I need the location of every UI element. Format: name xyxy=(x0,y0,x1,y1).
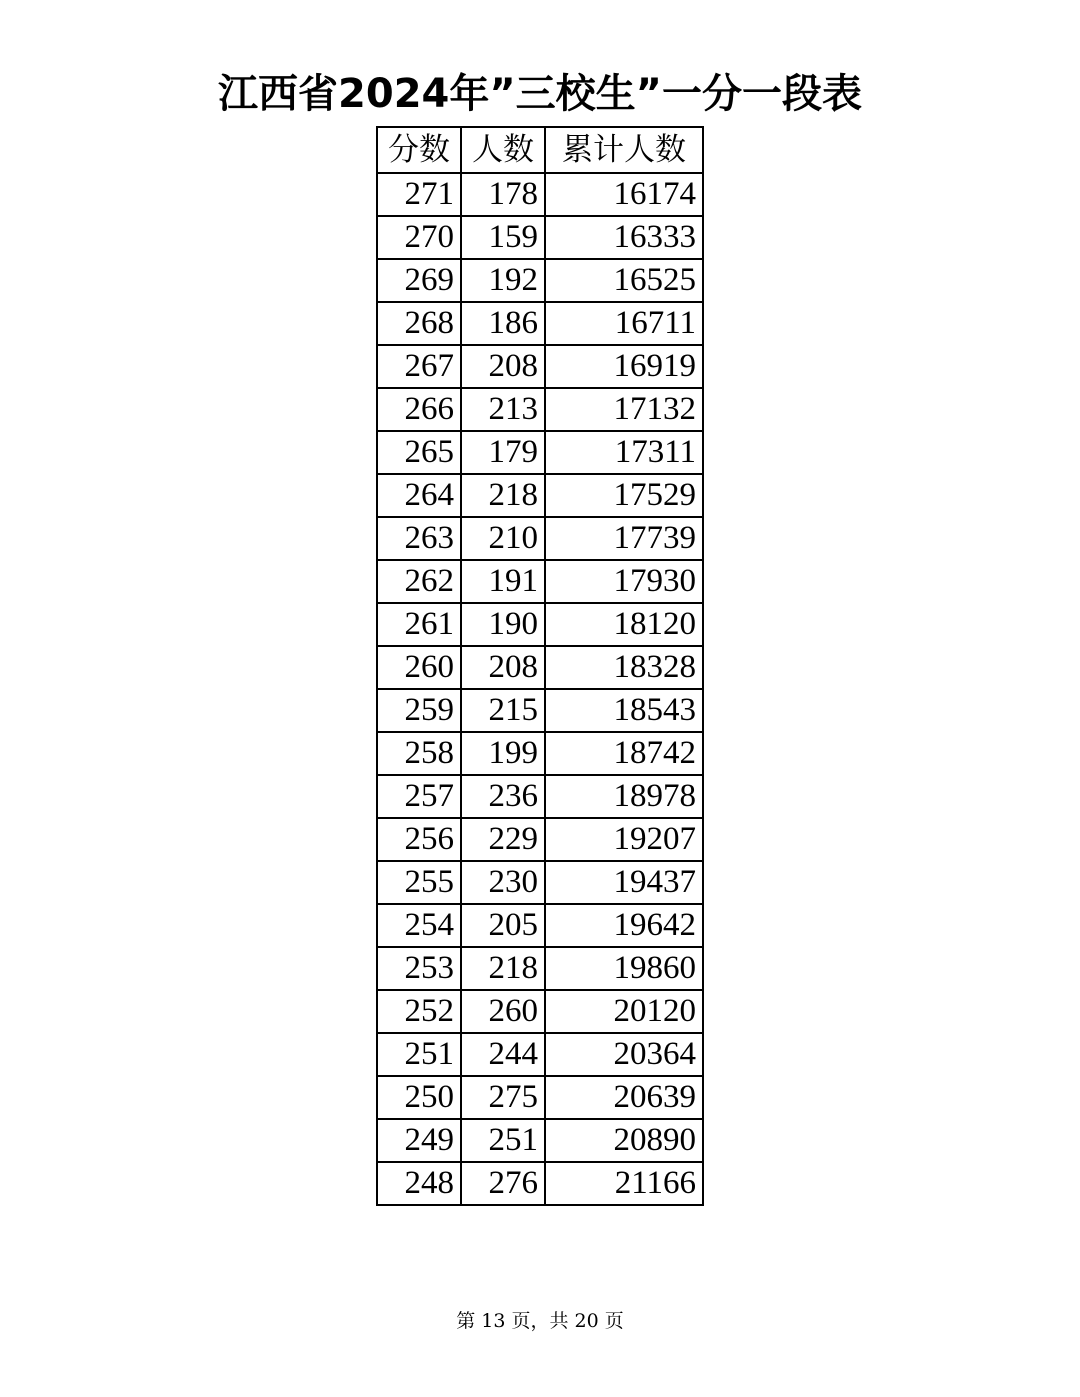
count-cell: 244 xyxy=(461,1033,545,1076)
table-row xyxy=(377,1033,703,1076)
cumulative-count-cell: 17132 xyxy=(545,388,703,431)
table-row xyxy=(377,818,703,861)
score-cell: 268 xyxy=(377,302,461,345)
table-row xyxy=(377,990,703,1033)
table-row xyxy=(377,1119,703,1162)
score-cell: 267 xyxy=(377,345,461,388)
cumulative-count-cell: 19207 xyxy=(545,818,703,861)
cumulative-count-cell: 16711 xyxy=(545,302,703,345)
count-cell: 208 xyxy=(461,646,545,689)
score-cell: 266 xyxy=(377,388,461,431)
count-cell: 199 xyxy=(461,732,545,775)
count-cell: 179 xyxy=(461,431,545,474)
header-count: 人数 xyxy=(461,127,545,173)
score-cell: 269 xyxy=(377,259,461,302)
cumulative-count-cell: 18120 xyxy=(545,603,703,646)
cumulative-count-cell: 16525 xyxy=(545,259,703,302)
count-cell: 251 xyxy=(461,1119,545,1162)
score-cell: 256 xyxy=(377,818,461,861)
score-cell: 258 xyxy=(377,732,461,775)
table-row xyxy=(377,173,703,216)
count-cell: 178 xyxy=(461,173,545,216)
table-row xyxy=(377,1076,703,1119)
score-cell: 250 xyxy=(377,1076,461,1119)
score-cell: 252 xyxy=(377,990,461,1033)
table-row xyxy=(377,775,703,818)
score-cell: 248 xyxy=(377,1162,461,1205)
cumulative-count-cell: 18978 xyxy=(545,775,703,818)
count-cell: 208 xyxy=(461,345,545,388)
page-title: 江西省2024年”三校生”一分一段表 xyxy=(218,71,862,117)
cumulative-count-cell: 16333 xyxy=(545,216,703,259)
table-row xyxy=(377,861,703,904)
table-row xyxy=(377,689,703,732)
score-cell: 265 xyxy=(377,431,461,474)
count-cell: 205 xyxy=(461,904,545,947)
cumulative-count-cell: 18543 xyxy=(545,689,703,732)
cumulative-count-cell: 19860 xyxy=(545,947,703,990)
cumulative-count-cell: 17311 xyxy=(545,431,703,474)
cumulative-count-cell: 17930 xyxy=(545,560,703,603)
count-cell: 190 xyxy=(461,603,545,646)
table-row xyxy=(377,474,703,517)
table-row xyxy=(377,431,703,474)
count-cell: 218 xyxy=(461,474,545,517)
table-row xyxy=(377,302,703,345)
cumulative-count-cell: 21166 xyxy=(545,1162,703,1205)
count-cell: 191 xyxy=(461,560,545,603)
count-cell: 276 xyxy=(461,1162,545,1205)
count-cell: 210 xyxy=(461,517,545,560)
count-cell: 218 xyxy=(461,947,545,990)
header-cumulative-count: 累计人数 xyxy=(545,127,703,173)
score-cell: 262 xyxy=(377,560,461,603)
cumulative-count-cell: 19437 xyxy=(545,861,703,904)
score-cell: 261 xyxy=(377,603,461,646)
count-cell: 186 xyxy=(461,302,545,345)
count-cell: 215 xyxy=(461,689,545,732)
count-cell: 229 xyxy=(461,818,545,861)
count-cell: 275 xyxy=(461,1076,545,1119)
cumulative-count-cell: 16919 xyxy=(545,345,703,388)
score-cell: 260 xyxy=(377,646,461,689)
score-cell: 271 xyxy=(377,173,461,216)
cumulative-count-cell: 16174 xyxy=(545,173,703,216)
score-cell: 253 xyxy=(377,947,461,990)
score-cell: 257 xyxy=(377,775,461,818)
cumulative-count-cell: 20120 xyxy=(545,990,703,1033)
table-row xyxy=(377,732,703,775)
count-cell: 260 xyxy=(461,990,545,1033)
page-footer: 第 13 页，共 20 页 xyxy=(456,1310,624,1332)
table-row xyxy=(377,259,703,302)
score-cell: 249 xyxy=(377,1119,461,1162)
table-row xyxy=(377,345,703,388)
score-distribution-table xyxy=(376,126,704,1206)
cumulative-count-cell: 18742 xyxy=(545,732,703,775)
count-cell: 236 xyxy=(461,775,545,818)
table-row xyxy=(377,388,703,431)
score-cell: 254 xyxy=(377,904,461,947)
cumulative-count-cell: 20364 xyxy=(545,1033,703,1076)
score-cell: 259 xyxy=(377,689,461,732)
table-body xyxy=(377,173,703,1205)
cumulative-count-cell: 19642 xyxy=(545,904,703,947)
score-cell: 251 xyxy=(377,1033,461,1076)
table-header-row xyxy=(377,127,703,173)
count-cell: 192 xyxy=(461,259,545,302)
count-cell: 213 xyxy=(461,388,545,431)
score-cell: 264 xyxy=(377,474,461,517)
cumulative-count-cell: 17529 xyxy=(545,474,703,517)
table-row xyxy=(377,904,703,947)
table-row xyxy=(377,646,703,689)
score-cell: 270 xyxy=(377,216,461,259)
header-score: 分数 xyxy=(377,127,461,173)
table-row xyxy=(377,517,703,560)
cumulative-count-cell: 20639 xyxy=(545,1076,703,1119)
count-cell: 159 xyxy=(461,216,545,259)
cumulative-count-cell: 17739 xyxy=(545,517,703,560)
cumulative-count-cell: 18328 xyxy=(545,646,703,689)
table-row xyxy=(377,1162,703,1205)
count-cell: 230 xyxy=(461,861,545,904)
table-row xyxy=(377,603,703,646)
score-cell: 255 xyxy=(377,861,461,904)
table-row xyxy=(377,947,703,990)
score-cell: 263 xyxy=(377,517,461,560)
cumulative-count-cell: 20890 xyxy=(545,1119,703,1162)
table-row xyxy=(377,216,703,259)
table-row xyxy=(377,560,703,603)
